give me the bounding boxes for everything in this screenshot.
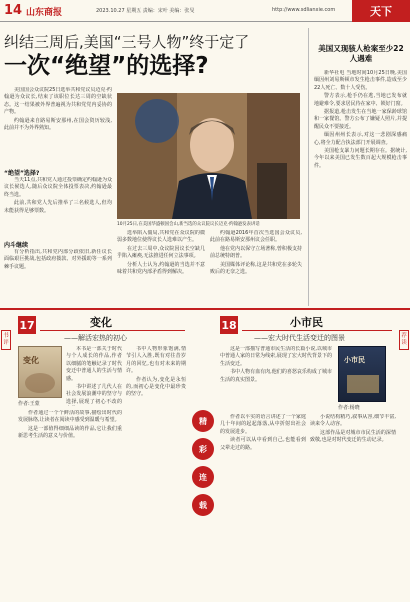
story-column-2 xyxy=(117,230,205,306)
book-subtitle-right: ——宏大时代生活变迁的图景 xyxy=(254,334,345,342)
book-cover-left xyxy=(18,346,62,398)
paragraph: 美国枪支暴力问题长期存在。据统计,今年以来美国已发生数百起大规模枪击事件。 xyxy=(314,148,407,169)
cover-art xyxy=(347,375,379,393)
book-right-text-c xyxy=(310,414,396,596)
book-left-text-c xyxy=(126,346,186,596)
paragraph: 作者认为,变化是永恒的,而初心是变化中最珍贵的坚守。 xyxy=(126,376,186,398)
story-column-1b xyxy=(4,177,112,237)
book-author-left: 作者:王蒙 xyxy=(18,401,40,407)
headline-kicker: 纠结三周后,美国“三号人物”终于定了 xyxy=(4,33,250,51)
story-column-1c xyxy=(4,249,112,305)
book-left-text-b xyxy=(18,410,122,596)
paragraph: 有分析指出,共和党内部分歧依旧,新任议长面临艰巨挑战,包括政府拨款、对外援助等一系列棘手议题。 xyxy=(4,249,112,270)
paragraph: 约翰逊来自路易斯安那州,在国会资历较浅,此前并不为外界熟知。 xyxy=(4,117,112,132)
paragraph: 约翰逊2016年首次当选国会众议员,此前在路易斯安那州议会任职。 xyxy=(210,230,302,244)
book-number-left: 17 xyxy=(18,316,36,334)
paragraph: 读者可以从中看到自己,也能看到父辈走过的路。 xyxy=(220,437,306,451)
paragraph: 新华社电 当地时间10月25日晚,美国缅因州刘易斯顿市发生枪击事件,造成至少22人死亡、数十人受伤。 xyxy=(314,70,407,91)
subhead-infighting: 内斗继续 xyxy=(4,242,29,249)
paragraph: 书中人物有血有肉,他们的喜怒哀乐构成了城市生活的真实图景。 xyxy=(220,369,332,383)
paragraph: 他在党内以保守立场著称,曾积极支持前总统特朗普。 xyxy=(210,245,302,260)
book-rule-left xyxy=(40,330,185,331)
paragraph: 在过去三周中,众议院因议长空缺几乎陷入瘫痪,无法推进任何立法事项。 xyxy=(117,245,205,260)
paper-name: 山东商报 xyxy=(26,8,63,18)
side-label-right: 荐读 xyxy=(399,330,409,350)
speaker-photo-illustration xyxy=(117,93,300,219)
cover-art xyxy=(25,373,55,393)
cover-title: 小市民 xyxy=(344,356,365,364)
book-title-right: 小市民 xyxy=(290,316,323,329)
badge-zai: 载 xyxy=(192,494,214,516)
paragraph: 分析人士认为,约翰逊的当选并不意味着共和党内部矛盾得到解决。 xyxy=(117,261,205,276)
book-cover-right xyxy=(338,346,386,402)
book-right-text-a xyxy=(220,346,332,410)
page-header xyxy=(0,0,410,22)
book-rule-right xyxy=(242,330,392,331)
paragraph: 书中人物形象饱满,情节引人入胜,既有对往昔岁月的回忆,也有对未来的期许。 xyxy=(126,346,186,375)
book-left-text-a xyxy=(66,346,122,406)
badge-lian: 连 xyxy=(192,466,214,488)
story-column-3 xyxy=(210,230,302,306)
paragraph: 这部作品是对城市市民生活的深情致敬,也是对时代变迁的生动记录。 xyxy=(310,429,396,444)
book-subtitle-left: ——解活宏热的初心 xyxy=(64,334,127,342)
book-number-right: 18 xyxy=(220,316,238,334)
paragraph: 书中讲述了几代人在社会发展浪潮中的坚守与选择,展现了初心不改的 xyxy=(66,384,122,405)
badge-jing: 精 xyxy=(192,410,214,432)
paragraph: 作者通过一个个鲜活的故事,描绘出时代的发展脉络,让读者在阅读中感受到温暖与希望。 xyxy=(18,410,122,424)
paragraph: 当天11点,共和党人通过投票确定约翰逊为众议长候选人,随后众议院全体投票表决,约翰逊最终当选。 xyxy=(4,177,112,198)
right-headline: 美国又现骇人枪案至少22人遇难 xyxy=(318,44,404,63)
story-column-1 xyxy=(4,87,112,165)
subhead-despair: “绝望”选择? xyxy=(4,170,40,177)
cover-title: 变化 xyxy=(23,356,39,365)
book-right-text-b xyxy=(220,414,306,596)
website-link[interactable]: http://www.sdlianxie.com xyxy=(272,7,336,13)
paragraph: 这是一部描写普通市民生活的长篇小说,以城市中普通人家的日常为线索,展现了宏大时代背景下的生活变迁。 xyxy=(220,346,332,367)
section-divider xyxy=(0,308,410,310)
book-title-left: 变化 xyxy=(90,316,112,329)
paragraph: 作者以平实的语言讲述了一个家庭几十年间的起起落落,从中折射出社会的发展进步。 xyxy=(220,414,306,435)
right-story-column xyxy=(314,70,407,306)
page-number: 14 xyxy=(4,3,23,18)
paragraph: 警方表示,枪手仍在逃,当地已发布就地避难令,要求居民待在家中、锁好门窗。 xyxy=(314,93,407,107)
paragraph: 缅因州州长表示,对这一悲剧深感痛心,将全力配合执法部门开展调查。 xyxy=(314,132,407,146)
paragraph: 据报道,枪击发生在当地一家保龄球馆和一家餐馆。警方公布了嫌疑人照片,并提醒民众不要接近。 xyxy=(314,109,407,130)
paragraph: 美国国会众议院25日选举共和党议员迈克·约翰逊为众议长,结束了该职位长达三周的空缺状态。这一结果被外界普遍视为共和党党内妥协的产物。 xyxy=(4,87,112,116)
headline-main: 一次“绝望”的选择? xyxy=(4,53,209,79)
paragraph: 美国媒体评论称,这是共和党在多轮失败后的无奈之选。 xyxy=(210,261,302,276)
paragraph: 此前,共和党人先后推举了三名候选人,但均未能获得足够票数。 xyxy=(4,200,112,214)
side-label-left: 书评 xyxy=(1,330,11,350)
paragraph: 小说结构精巧,叙事从容,细节丰富,读来令人动容。 xyxy=(310,414,396,428)
section-tab: 天下 xyxy=(352,0,410,22)
badge-cai: 彩 xyxy=(192,438,214,460)
column-divider xyxy=(308,28,309,306)
photo-caption: 10月25日,在美国华盛顿国会山,新当选的众议院议长迈克·约翰逊发表讲话 xyxy=(117,222,260,227)
news-photo xyxy=(117,93,300,219)
date-line: 2023.10.27 星期五 责编：宋叶 美编：张旻 xyxy=(96,8,195,14)
paragraph: 本书是一部关于时代与个人成长的作品,作者以细腻的笔触记录了时代变迁中普通人的生活与情感。 xyxy=(66,346,122,382)
paragraph: 这是一部值得细细品读的作品,它让我们重新思考生活的意义与价值。 xyxy=(18,425,122,440)
paragraph: 选举陷入僵局,共和党在众议院的微弱多数地位使得议长人选难以产生。 xyxy=(117,230,205,244)
book-author-right: 作者:杨晓 xyxy=(338,405,360,411)
